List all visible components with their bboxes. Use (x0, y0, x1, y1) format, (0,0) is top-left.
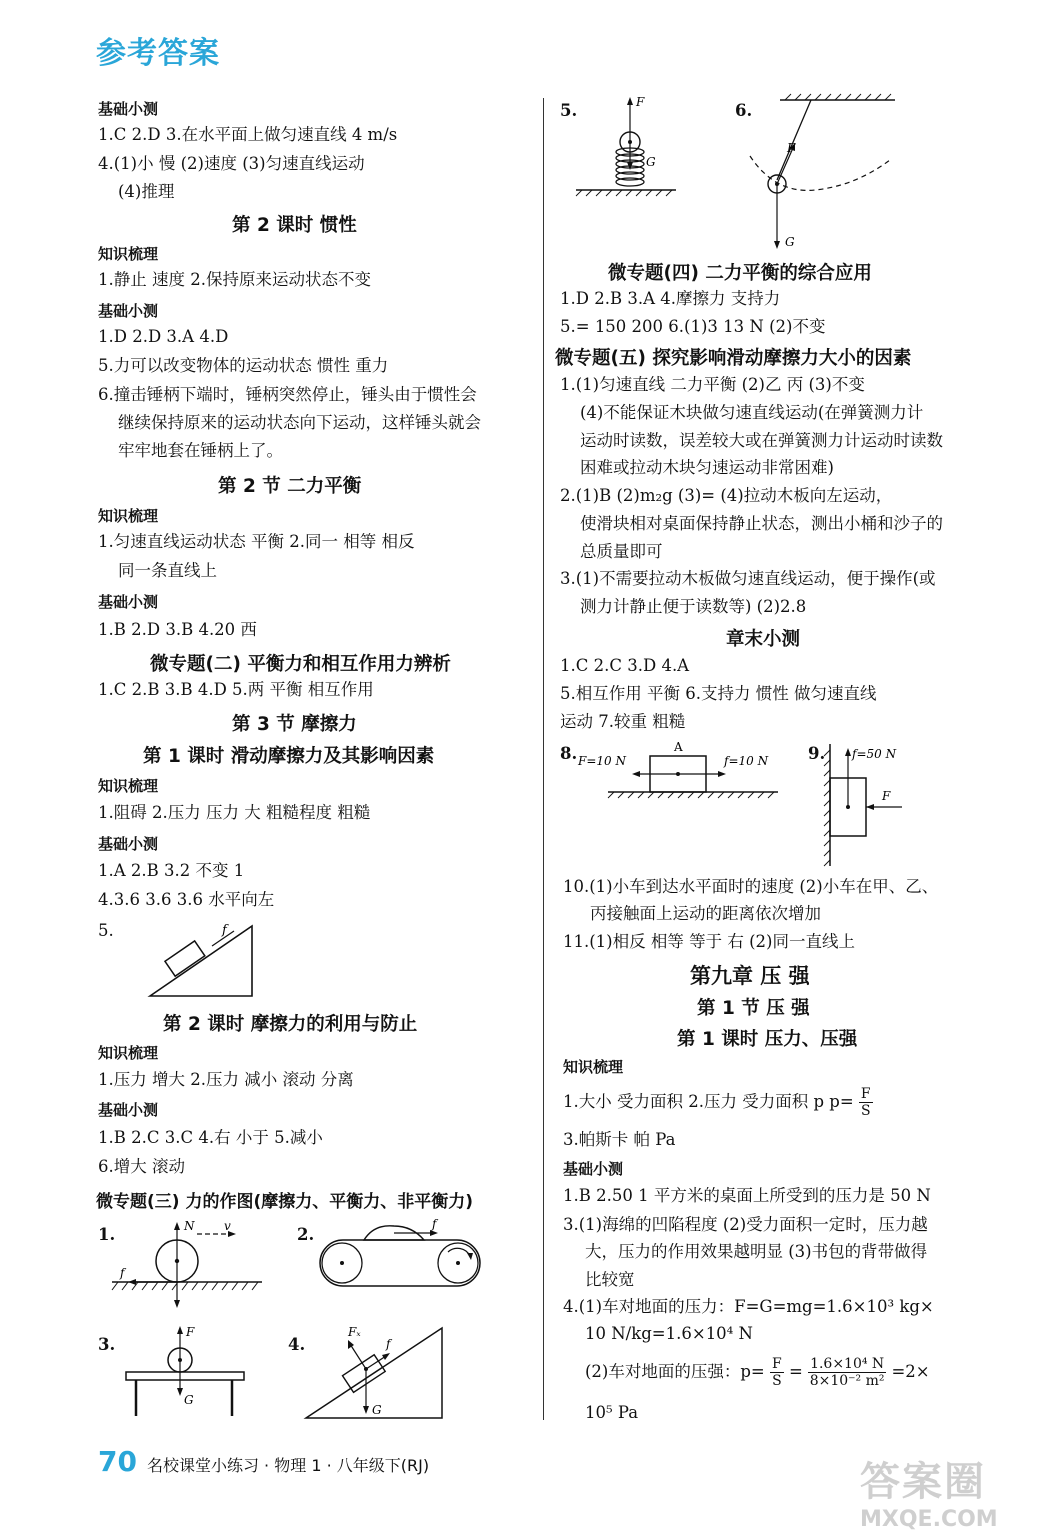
heading-basic-test: 基础小测 (98, 100, 159, 118)
answer-line: 1.阻碍 2.压力 压力 大 粗糙程度 粗糙 (98, 803, 371, 822)
figure-block-on-incline (306, 1322, 446, 1422)
answer-line: 测力计静止便于读数等) (2)2.8 (580, 597, 807, 616)
chapter-title: 第九章 压 强 (690, 964, 810, 988)
answer-line: 6.撞击锤柄下端时，锤柄突然停止，锤头由于惯性会 (98, 385, 477, 404)
label-force-left: F=10 N (578, 754, 626, 768)
answer-line: 继续保持原来的运动状态向下运动，这样锤头就会 (118, 413, 481, 432)
label-friction: f=50 N (852, 747, 897, 761)
figure-number: 6. (735, 101, 753, 120)
answer-line: 2.(1)B (2)m₂g (3)= (4)拉动木板向左运动， (560, 486, 893, 505)
label-f: f (120, 1266, 125, 1280)
label-v: v (224, 1219, 231, 1233)
answer-text: (2)车对地面的压强：p= (585, 1362, 765, 1381)
watermark-logo: 答案圈 MXQE.COM (860, 1459, 998, 1532)
label-G: G (646, 155, 656, 169)
answer-line: 11.(1)相反 相等 等于 右 (2)同一直线上 (563, 932, 855, 951)
answer-line: 1.D 2.B 3.A 4.摩擦力 支持力 (560, 289, 781, 308)
label-F: F (882, 789, 891, 803)
heading-basic-test: 基础小测 (98, 593, 159, 611)
section-title: 第 2 节 二力平衡 (218, 476, 362, 497)
numerator: F (860, 1086, 871, 1102)
figure-rolling-ball (112, 1219, 262, 1322)
label-G: G (785, 235, 795, 249)
answer-line: 1.C 2.C 3.D 4.A (560, 656, 690, 675)
section-title: 第 2 课时 惯性 (232, 215, 357, 236)
answer-line: 1.压力 增大 2.压力 减小 滚动 分离 (98, 1070, 354, 1089)
answer-line: 3.(1)不需要拉动木板做匀速直线运动，便于操作(或 (560, 569, 936, 588)
answer-line: 总质量即可 (580, 542, 663, 561)
heading-knowledge: 知识梳理 (98, 777, 159, 795)
answer-line: 3.(1)海绵的凹陷程度 (2)受力面积一定时，压力越 (563, 1215, 928, 1234)
figure-number: 1. (98, 1225, 116, 1244)
figure-block-on-wall (822, 740, 922, 870)
answer-line: 3.帕斯卡 帕 Pa (563, 1130, 676, 1149)
numerator: F (772, 1356, 782, 1372)
figure-number: 4. (288, 1335, 306, 1354)
answer-line: 大，压力的作用效果越明显 (3)书包的背带做得 (585, 1242, 928, 1261)
answer-line: 4.(1)小 慢 (2)速度 (3)匀速直线运动 (98, 154, 365, 173)
label-f: f (386, 1337, 391, 1351)
page-header: 参考答案 (96, 36, 220, 71)
figure-number: 2. (297, 1225, 315, 1244)
answer-line: 1.静止 速度 2.保持原来运动状态不变 (98, 270, 371, 289)
figure-pendulum (745, 94, 895, 254)
label-F: F (787, 141, 796, 155)
figure-ball-on-spring (576, 96, 686, 196)
answer-line: 困难或拉动木块匀速运动非常困难) (580, 458, 834, 477)
answer-line: 使滑块相对桌面保持静止状态，测出小桶和沙子的 (580, 514, 943, 533)
heading-knowledge: 知识梳理 (563, 1058, 624, 1076)
heading-basic-test: 基础小测 (98, 302, 159, 320)
numerator: 1.6×10⁴ N (810, 1356, 885, 1372)
heading-basic-test: 基础小测 (98, 835, 159, 853)
answer-line: 5. (98, 921, 114, 940)
figure-ball-on-table (120, 1326, 250, 1421)
answer-line: 4.3.6 3.6 3.6 水平向左 (98, 890, 275, 909)
heading-basic-test: 基础小测 (98, 1101, 159, 1119)
heading-basic-test: 基础小测 (563, 1160, 624, 1178)
answer-line: 同一条直线上 (118, 561, 217, 580)
answer-text: =2× (891, 1362, 930, 1381)
answer-line: 运动时读数，误差较大或在弹簧测力计运动时读数 (580, 431, 943, 450)
section-title: 微专题(三) 力的作图(摩擦力、平衡力、非平衡力) (96, 1192, 473, 1212)
answer-line: 5.相互作用 平衡 6.支持力 惯性 做匀速直线 (560, 684, 877, 703)
denominator: S (772, 1373, 782, 1389)
section-title: 第 1 课时 压力、压强 (677, 1029, 858, 1050)
answer-line: 10⁵ Pa (585, 1403, 639, 1422)
section-title: 第 2 课时 摩擦力的利用与防止 (163, 1014, 418, 1035)
page-number: 70 (98, 1445, 137, 1478)
section-title: 章末小测 (726, 629, 801, 650)
answer-line: 1.D 2.D 3.A 4.D (98, 327, 229, 346)
section-title: 微专题(二) 平衡力和相互作用力辨析 (150, 654, 451, 675)
book-title: 名校课堂小练习 · 物理 1 · 八年级下(RJ) (146, 1456, 430, 1475)
answer-line (585, 1352, 930, 1392)
section-title: 第 3 节 摩擦力 (232, 714, 357, 735)
answer-line: 运动 7.较重 粗糙 (560, 712, 686, 731)
figure-incline-block (150, 920, 260, 1000)
denominator: 8×10⁻² m² (809, 1373, 885, 1389)
heading-knowledge: 知识梳理 (98, 1044, 159, 1062)
answer-line: 1.B 2.C 3.C 4.右 小于 5.减小 (98, 1128, 323, 1147)
answer-text: 1.大小 受力面积 2.压力 受力面积 p p= (563, 1092, 854, 1111)
section-title: 第 1 课时 滑动摩擦力及其影响因素 (143, 746, 435, 767)
answer-line: 1.B 2.50 1 平方米的桌面上所受到的压力是 50 N (563, 1186, 931, 1205)
answer-line: 6.增大 滚动 (98, 1157, 185, 1176)
label-Fx: Fₓ (348, 1325, 361, 1339)
answer-line: (4)推理 (118, 182, 175, 201)
answer-line: 10.(1)小车到达水平面时的速度 (2)小车在甲、乙、 (563, 877, 939, 896)
label-A: A (674, 740, 683, 754)
formula-fraction (770, 1356, 784, 1389)
label-G: G (372, 1403, 382, 1417)
column-divider (543, 98, 544, 1420)
answer-line: 比较宽 (585, 1270, 635, 1289)
watermark-text: MXQE.COM (860, 1507, 998, 1532)
label-f: f (432, 1217, 437, 1231)
answer-line: 1.(1)匀速直线 二力平衡 (2)乙 丙 (3)不变 (560, 375, 865, 394)
page-footer (98, 1445, 429, 1478)
answer-line: 1.C 2.D 3.在水平面上做匀速直线 4 m/s (98, 125, 398, 144)
section-title: 微专题(五) 探究影响滑动摩擦力大小的因素 (555, 348, 912, 369)
label-force-right: f=10 N (724, 754, 769, 768)
figure-number: 5. (560, 101, 578, 120)
answer-line: 1.匀速直线运动状态 平衡 2.同一 相等 相反 (98, 532, 415, 551)
label-F: F (636, 95, 645, 109)
denominator: S (860, 1103, 871, 1119)
answer-line: 1.B 2.D 3.B 4.20 西 (98, 620, 257, 639)
figure-block-horizontal (578, 740, 788, 802)
answer-line: 5.= 150 200 6.(1)3 13 N (2)不变 (560, 317, 826, 336)
answer-line (563, 1083, 873, 1121)
answer-line: 4.(1)车对地面的压力：F=G=mg=1.6×10³ kg× (563, 1297, 934, 1316)
figure-number: 8. (560, 744, 578, 763)
answer-line: 1.C 2.B 3.B 4.D 5.两 平衡 相互作用 (98, 680, 374, 699)
figure-conveyor-belt (312, 1218, 492, 1298)
figure-number: 3. (98, 1335, 116, 1354)
figure-number: 9. (808, 744, 826, 763)
answer-line: 10 N/kg=1.6×10⁴ N (585, 1324, 753, 1343)
answer-line: 5.力可以改变物体的运动状态 惯性 重力 (98, 356, 389, 375)
label-G: G (184, 1393, 194, 1407)
answer-line: 1.A 2.B 3.2 不变 1 (98, 861, 245, 880)
section-title: 第 1 节 压 强 (697, 998, 810, 1019)
formula-fraction (808, 1356, 886, 1389)
answer-line: 牢牢地套在锤柄上了。 (118, 441, 283, 460)
answer-text: = (788, 1362, 803, 1381)
label-N: N (184, 1219, 195, 1233)
heading-knowledge: 知识梳理 (98, 507, 159, 525)
section-title: 微专题(四) 二力平衡的综合应用 (608, 263, 872, 284)
label-f: f (222, 923, 227, 938)
answer-line: (4)不能保证木块做匀速直线运动(在弹簧测力计 (580, 403, 924, 422)
label-F: F (186, 1325, 195, 1339)
formula-fraction (859, 1086, 873, 1119)
answer-line: 丙接触面上运动的距离依次增加 (590, 904, 821, 923)
heading-knowledge: 知识梳理 (98, 245, 159, 263)
